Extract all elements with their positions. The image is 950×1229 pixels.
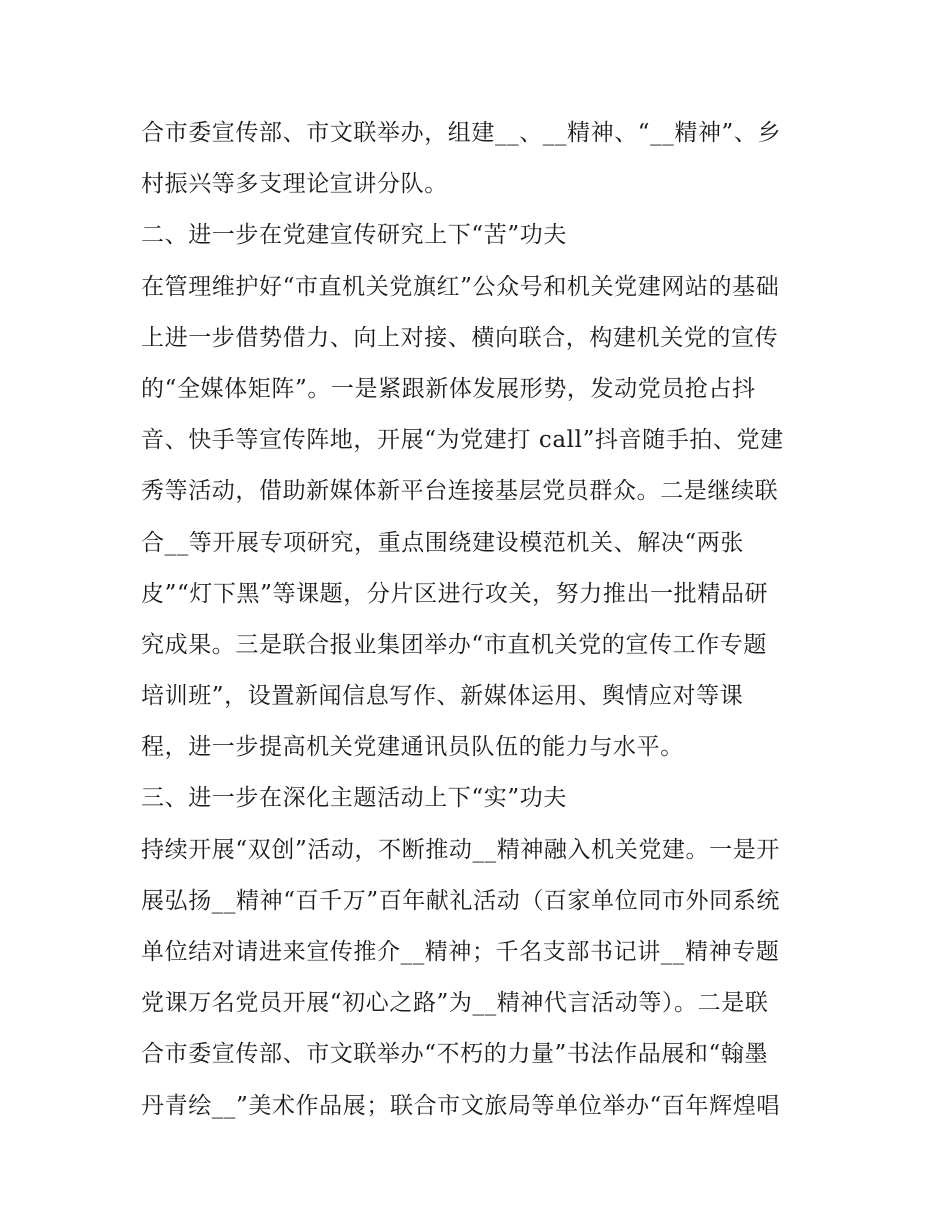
text-line: 党课万名党员开展“初心之路”为__精神代言活动等）。二是联: [141, 990, 769, 1017]
text-line: 在管理维护好“市直机关党旗红”公众号和机关党建网站的基础: [141, 273, 780, 300]
text-line: 的“全媒体矩阵”。一是紧跟新体发展形势，发动党员抢占抖: [141, 375, 756, 402]
text-line: 村振兴等多支理论宣讲分队。: [141, 171, 448, 198]
text-line: 合市委宣传部、市文联举办“不朽的力量”书法作品展和“翰墨: [141, 1041, 769, 1068]
text-line: 合__等开展专项研究，重点围绕建设模范机关、解决“两张: [141, 529, 744, 556]
text-line: 持续开展“双创”活动，不断推动__精神融入机关党建。一是开: [141, 836, 780, 863]
document-body: [141, 108, 831, 1132]
text-line: 展弘扬__精神“百千万”百年献礼活动（百家单位同市外同系统: [141, 887, 780, 914]
text-line: 程，进一步提高机关党建通讯员队伍的能力与水平。: [141, 734, 684, 761]
text-line: 单位结对请进来宣传推介__精神；千名支部书记讲__精神专题: [141, 939, 780, 965]
text-line: 合市委宣传部、市文联举办，组建__、__精神、“__精神”、乡: [141, 120, 782, 146]
text-line: 皮”“灯下黑”等课题，分片区进行攻关，努力推出一批精品研: [141, 580, 769, 607]
text-line: 究成果。三是联合报业集团举办“市直机关党的宣传工作专题: [141, 631, 767, 658]
text-line: 音、快手等宣传阵地，开展“为党建打 call”抖音随手拍、党建: [141, 427, 784, 454]
section-heading: 二、进一步在党建宣传研究上下“苦”功夫: [141, 222, 567, 249]
text-line: 培训班”，设置新闻信息写作、新媒体运用、舆情应对等课: [141, 683, 744, 710]
text-line: 上进一步借势借力、向上对接、横向联合，构建机关党的宣传: [141, 324, 779, 351]
text-line: 秀等活动，借助新媒体新平台连接基层党员群众。二是继续联: [141, 478, 779, 505]
text-line: 丹青绘__”美术作品展；联合市文旅局等单位举办“百年辉煌唱: [141, 1092, 780, 1119]
section-heading: 三、进一步在深化主题活动上下“实”功夫: [141, 785, 567, 812]
